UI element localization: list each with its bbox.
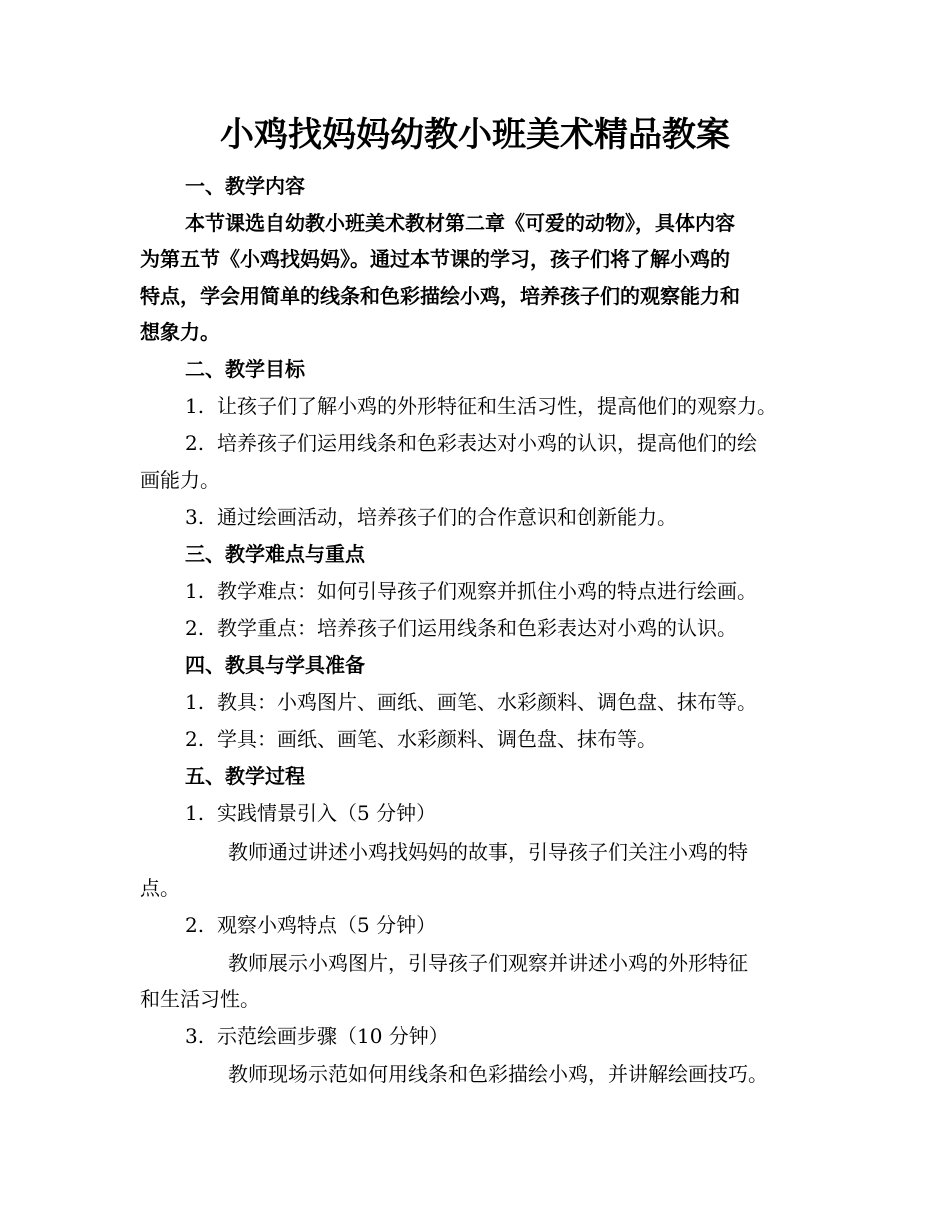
paragraph-line: 本节课选自幼教小班美术教材第二章《可爱的动物》，具体内容 [185, 211, 735, 235]
paragraph-line: 特点，学会用简单的线条和色彩描绘小鸡，培养孩子们的观察能力和 [140, 284, 740, 308]
section-heading-process: 五、教学过程 [185, 764, 305, 788]
list-item [185, 684, 885, 721]
paragraph-line: 想象力。 [140, 320, 220, 344]
step-description-continuation: 和生活习性。 [140, 987, 260, 1011]
step-title [185, 795, 885, 832]
section-heading-difficulty: 三、教学难点与重点 [185, 542, 365, 566]
step-title [185, 1018, 885, 1055]
step-description-continuation: 点。 [140, 876, 180, 900]
list-text: 教学重点：培养孩子们运用线条和色彩表达对小鸡的认识。 [217, 616, 737, 640]
step-description: 教师现场示范如何用线条和色彩描绘小鸡，并讲解绘画技巧。 [228, 1062, 768, 1086]
step-number: 1. [185, 801, 205, 825]
paragraph-line: 为第五节《小鸡找妈妈》。通过本节课的学习，孩子们将了解小鸡的 [140, 247, 730, 271]
section-heading-content: 一、教学内容 [185, 174, 305, 198]
step-title [185, 907, 885, 944]
step-title-text: 实践情景引入（5 分钟） [217, 801, 437, 825]
list-item [185, 610, 885, 647]
list-text: 教学难点：如何引导孩子们观察并抓住小鸡的特点进行绘画。 [217, 579, 757, 603]
list-item [185, 573, 885, 610]
step-title-text: 示范绘画步骤（10 分钟） [217, 1024, 449, 1048]
section-heading-materials: 四、教具与学具准备 [185, 653, 365, 677]
list-number: 3. [185, 505, 205, 529]
step-description: 教师通过讲述小鸡找妈妈的故事，引导孩子们关注小鸡的特 [228, 840, 748, 864]
section-heading-goals: 二、教学目标 [185, 357, 305, 381]
list-item [185, 425, 885, 462]
list-number: 2. [185, 727, 205, 751]
list-item-continuation: 画能力。 [140, 468, 220, 492]
list-text: 让孩子们了解小鸡的外形特征和生活习性，提高他们的观察力。 [217, 394, 777, 418]
list-number: 1. [185, 394, 205, 418]
list-text: 通过绘画活动，培养孩子们的合作意识和创新能力。 [217, 505, 677, 529]
list-text: 教具：小鸡图片、画纸、画笔、水彩颜料、调色盘、抹布等。 [217, 690, 757, 714]
list-item [185, 388, 885, 425]
list-item [185, 499, 885, 536]
step-number: 3. [185, 1024, 205, 1048]
step-description: 教师展示小鸡图片，引导孩子们观察并讲述小鸡的外形特征 [228, 951, 748, 975]
document-title: 小鸡找妈妈幼教小班美术精品教案 [220, 115, 730, 155]
list-number: 1. [185, 690, 205, 714]
list-number: 2. [185, 616, 205, 640]
step-number: 2. [185, 913, 205, 937]
list-text: 培养孩子们运用线条和色彩表达对小鸡的认识，提高他们的绘 [217, 431, 757, 455]
list-number: 1. [185, 579, 205, 603]
list-item [185, 721, 885, 758]
list-text: 学具：画纸、画笔、水彩颜料、调色盘、抹布等。 [217, 727, 657, 751]
step-title-text: 观察小鸡特点（5 分钟） [217, 913, 437, 937]
list-number: 2. [185, 431, 205, 455]
